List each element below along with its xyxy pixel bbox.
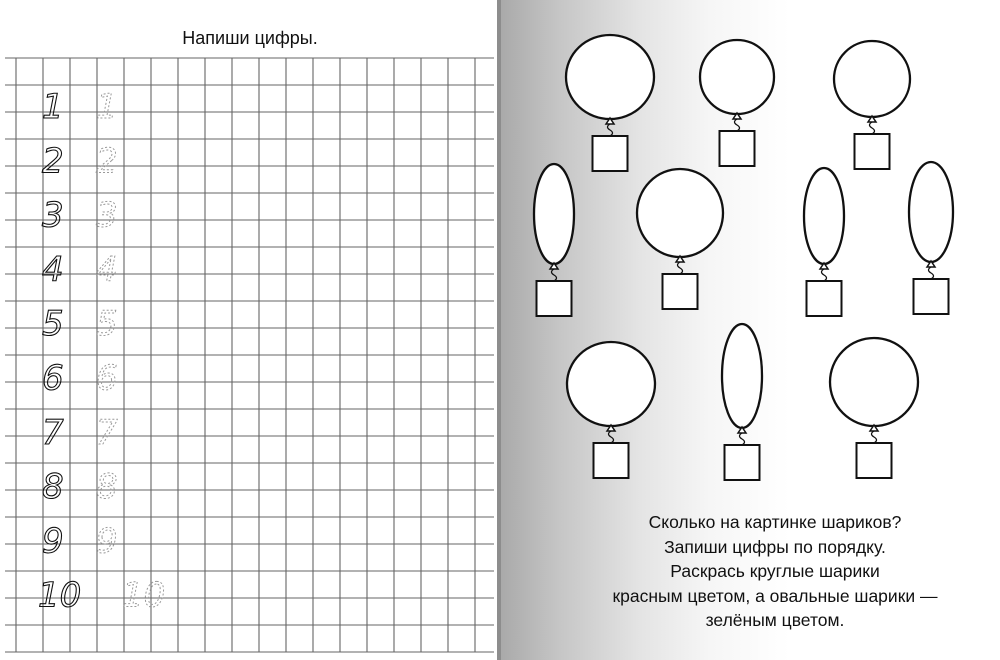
- sample-digit: 6: [42, 358, 64, 399]
- balloon-body: [834, 41, 910, 117]
- trace-digit: 10: [122, 575, 166, 616]
- instruction-line: Запиши цифры по порядку.: [664, 536, 886, 557]
- answer-box[interactable]: [663, 274, 698, 309]
- balloon-body: [637, 169, 723, 257]
- answer-box[interactable]: [594, 443, 629, 478]
- sample-digit: 9: [42, 521, 64, 562]
- answer-box[interactable]: [855, 134, 890, 169]
- answer-box[interactable]: [807, 281, 842, 316]
- trace-digit: 6: [96, 358, 118, 399]
- balloon-body: [722, 324, 762, 428]
- round-balloon: [700, 40, 774, 166]
- balloon-body: [804, 168, 844, 264]
- balloon-string: [822, 269, 827, 281]
- oval-balloon: [909, 162, 953, 314]
- sample-digit: 4: [42, 249, 64, 290]
- trace-digit: 4: [96, 249, 118, 290]
- sample-digit: 7: [42, 412, 64, 453]
- page-title: Напиши цифры.: [182, 28, 318, 48]
- balloon-string: [929, 267, 934, 279]
- round-balloon: [834, 41, 910, 169]
- oval-balloon: [804, 168, 844, 316]
- trace-digit: 8: [96, 467, 118, 508]
- balloon-string: [735, 119, 740, 131]
- balloon-string: [870, 122, 875, 134]
- round-balloon: [566, 35, 654, 171]
- balloon-string: [609, 431, 614, 443]
- answer-box[interactable]: [537, 281, 572, 316]
- sample-digit: 10: [38, 575, 82, 616]
- trace-digit: 5: [96, 304, 118, 345]
- balloon-string: [552, 269, 557, 281]
- balloon-body: [830, 338, 918, 426]
- balloon-body: [566, 35, 654, 119]
- balloon-string: [608, 124, 613, 136]
- balloon-string: [740, 433, 745, 445]
- trace-digit: 1: [96, 87, 118, 127]
- round-balloon: [567, 342, 655, 478]
- book-spine: [497, 0, 501, 660]
- instruction-line: Раскрась круглые шарики: [670, 561, 880, 581]
- right-page: [500, 0, 1000, 660]
- round-balloon: [830, 338, 918, 478]
- trace-digit: 2: [96, 141, 118, 182]
- trace-digit: 9: [96, 521, 118, 562]
- answer-box[interactable]: [593, 136, 628, 171]
- answer-box[interactable]: [720, 131, 755, 166]
- sample-digit: 2: [42, 141, 64, 182]
- answer-box[interactable]: [857, 443, 892, 478]
- trace-digit: 7: [96, 412, 118, 453]
- instruction-line: зелёным цветом.: [705, 610, 845, 630]
- trace-digit: 3: [96, 195, 118, 236]
- oval-balloon: [534, 164, 574, 316]
- sample-digit: 3: [42, 195, 64, 236]
- balloon-body: [534, 164, 574, 264]
- instruction-line: Сколько на картинке шариков?: [648, 512, 902, 532]
- balloon-string: [872, 431, 877, 443]
- balloon-body: [700, 40, 774, 114]
- sample-digit: 1: [42, 87, 64, 127]
- round-balloon: [637, 169, 723, 309]
- oval-balloon: [722, 324, 762, 480]
- balloon-body: [567, 342, 655, 426]
- instruction-line: красным цветом, а овальные шарики —: [612, 585, 938, 606]
- answer-box[interactable]: [914, 279, 949, 314]
- balloon-body: [909, 162, 953, 262]
- task-instructions: [530, 510, 1000, 633]
- sample-digit: 5: [42, 304, 64, 345]
- balloon-string: [678, 262, 683, 274]
- sample-digit: 8: [42, 467, 64, 508]
- answer-box[interactable]: [725, 445, 760, 480]
